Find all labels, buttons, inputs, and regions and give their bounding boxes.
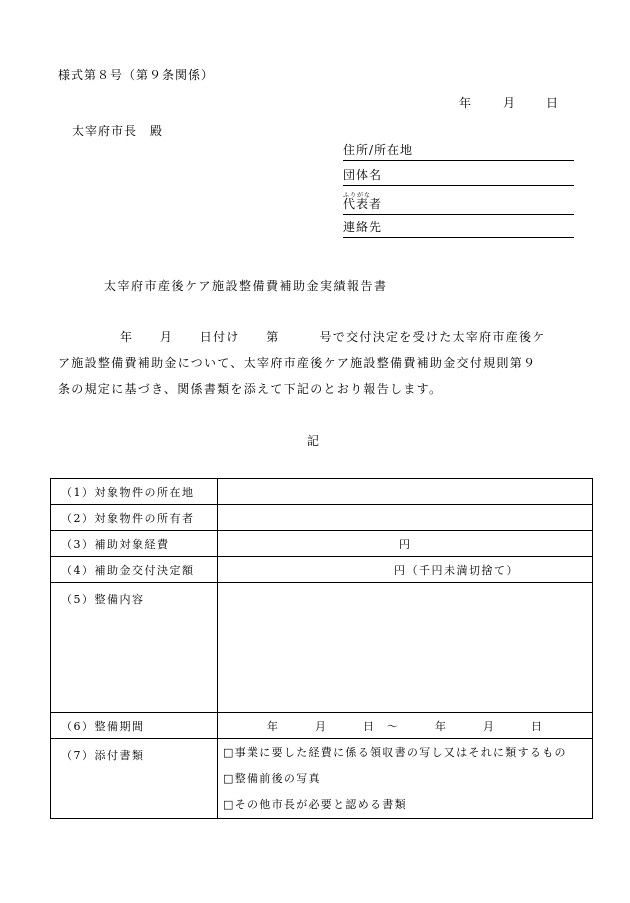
representative-field[interactable] [343,192,574,215]
row-label-location: （1）対象物件の所在地 [51,479,218,505]
contact-field[interactable] [343,219,574,238]
table-row [51,531,593,557]
date-month-label: 月 [503,96,516,110]
row-value-owner[interactable] [218,505,593,531]
attachment-other-checkbox[interactable]: □その他市長が必要と認める書類 [223,797,407,811]
ki-heading: 記 [307,434,320,448]
address-field-label: 住所/所在地 [343,143,414,157]
table-row [51,505,593,531]
row-label-attachments: （7）添付書類 [51,739,218,819]
row-label-grant-amount: （4）補助金交付決定額 [51,557,218,583]
row-value-maintenance-period[interactable]: 年 月 日 ～ 年 月 日 [218,713,593,739]
organization-name-field-label: 団体名 [343,168,383,182]
report-body [58,324,578,402]
attachments-list [218,739,593,819]
row-value-maintenance-content[interactable] [218,583,593,713]
row-label-eligible-cost: （3）補助対象経費 [51,531,218,557]
address-field[interactable] [343,142,574,161]
representative-furigana: ふりがな [343,192,372,199]
representative-field-label: 代表者 [343,197,383,211]
row-label-owner: （2）対象物件の所有者 [51,505,218,531]
row-label-maintenance-content: （5）整備内容 [51,583,218,713]
row-value-eligible-cost[interactable]: 円 [218,531,593,557]
body-line: ア施設整備費補助金について、太宰府市産後ケア施設整備費補助金交付規則第９ [58,356,537,370]
report-items-table [50,478,593,819]
document-title: 太宰府市産後ケア施設整備費補助金実績報告書 [104,279,388,293]
attachment-photo-checkbox[interactable]: □整備前後の写真 [223,771,321,785]
table-row [51,583,593,713]
attachment-receipt-checkbox[interactable]: □事業に要した経費に係る領収書の写し又はそれに類するもの [223,745,567,759]
addressee: 太宰府市長 殿 [72,124,164,138]
organization-name-field[interactable] [343,167,574,186]
contact-field-label: 連絡先 [343,220,383,234]
row-value-grant-amount[interactable]: 円（千円未満切捨て） [218,557,593,583]
row-label-maintenance-period: （6）整備期間 [51,713,218,739]
form-number: 様式第８号（第９条関係） [58,68,215,82]
body-line: 条の規定に基づき、関係書類を添えて下記のとおり報告します。 [58,382,443,396]
table-row [51,713,593,739]
date-day-label: 日 [546,96,559,110]
date-year-label: 年 [459,96,472,110]
table-row [51,739,593,819]
row-value-location[interactable] [218,479,593,505]
body-line: 年 月 日付け 第 号で交付決定を受けた太宰府市産後ケ [120,330,546,344]
table-row [51,479,593,505]
table-row [51,557,593,583]
